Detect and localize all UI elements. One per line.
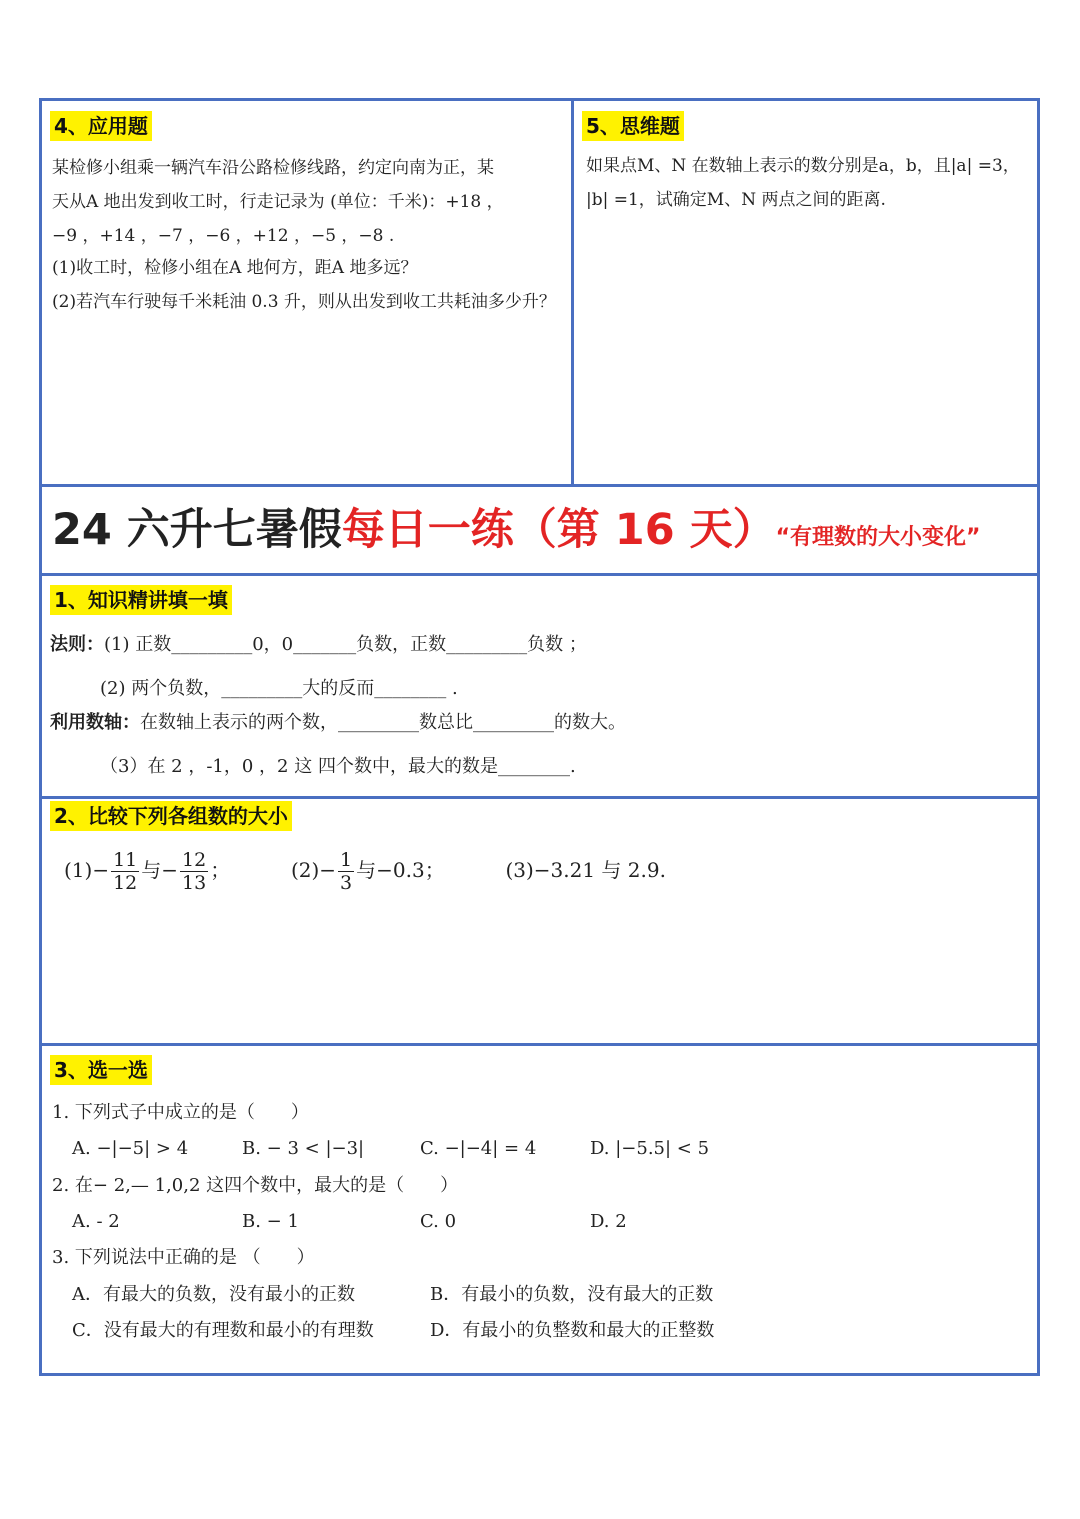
worksheet [39, 98, 1040, 1376]
s1-rule-3: （3）在 2 ，-1，0 ，2 这 四个数中，最大的数是________. [100, 756, 576, 777]
divider-vertical [571, 101, 574, 486]
s3-q1-opt-c: C. −|−4| = 4 [420, 1138, 537, 1159]
s1-axis [50, 705, 626, 741]
p1-prefix: (1)− [64, 858, 110, 882]
s3-q3: 3. 下列说法中正确的是 （ ） [52, 1247, 315, 1268]
q4-line-1: 某检修小组乘一辆汽车沿公路检修线路，约定向南为正，某 [52, 158, 494, 178]
p2-den: 3 [340, 872, 353, 894]
title-topic: “有理数的大小变化” [775, 525, 981, 550]
s1-rule-1 [50, 627, 587, 663]
s3-q2-opt-a: A. - 2 [72, 1211, 120, 1232]
axis-label: 利用数轴： [50, 712, 140, 733]
divider-4 [42, 1043, 1037, 1046]
s3-q3-opt-d: D．有最小的负整数和最大的正整数 [430, 1320, 715, 1341]
title-prefix: 24 六升七暑假 [52, 505, 342, 555]
axis-text: 在数轴上表示的两个数，_________数总比_________的数大。 [140, 712, 626, 733]
p1-den-2: 13 [182, 872, 207, 894]
s3-q1: 1. 下列式子中成立的是（ ） [52, 1102, 309, 1123]
divider-1 [42, 484, 1037, 487]
p1-num-1: 11 [113, 849, 138, 871]
p2-prefix: (2)− [290, 858, 337, 882]
divider-3 [42, 796, 1037, 799]
p2-frac [338, 849, 354, 894]
s3-q2-opt-d: D. 2 [590, 1211, 627, 1232]
s3-q2-opt-b: B. − 1 [242, 1211, 299, 1232]
s3-q1-opt-b: B. − 3 < |−3| [242, 1138, 365, 1159]
q4-tag: 4、应用题 [50, 111, 152, 141]
s3-q1-opt-a: A. −|−5| > 4 [72, 1138, 189, 1159]
divider-2 [42, 573, 1037, 576]
s3-q2-opt-c: C. 0 [420, 1211, 457, 1232]
s2-problems [64, 849, 666, 894]
p1-den-1: 12 [113, 872, 138, 894]
s2-tag: 2、比较下列各组数的大小 [50, 801, 292, 831]
s1-tag: 1、知识精讲填一填 [50, 585, 232, 615]
page-title [52, 496, 981, 557]
p3: (3)−3.21 与 2.9. [505, 858, 666, 882]
s1-rule-2: (2) 两个负数，_________大的反而________ . [100, 678, 458, 699]
s3-tag: 3、选一选 [50, 1055, 152, 1085]
p1-num-2: 12 [182, 849, 207, 871]
p2-end: 与−0.3； [356, 858, 445, 882]
q4-line-5: (2)若汽车行驶每千米耗油 0.3 升，则从出发到收工共耗油多少升？ [52, 292, 556, 312]
s3-q3-opt-c: C．没有最大的有理数和最小的有理数 [72, 1320, 374, 1341]
s3-q2: 2. 在− 2,— 1,0,2 这四个数中，最大的是（ ） [52, 1175, 459, 1196]
s3-q3-opt-b: B．有最小的负数，没有最大的正数 [430, 1284, 714, 1305]
q5-tag: 5、思维题 [582, 111, 684, 141]
s3-q3-opt-a: A．有最大的负数，没有最小的正数 [72, 1284, 355, 1305]
q5-line-1: 如果点M、N 在数轴上表示的数分别是a，b，且|a| =3， [586, 156, 1020, 176]
q4-line-3: −9 ，+14 ，−7 ，−6 ，+12 ，−5 ，−8 . [52, 226, 395, 246]
p1-mid: 与− [141, 858, 179, 882]
title-main: 每日一练（第 16 天） [341, 505, 776, 555]
s3-q1-opt-d: D. |−5.5| < 5 [590, 1138, 710, 1159]
rule-1-text: (1) 正数_________0，0_______负数，正数_________负数 ； [104, 634, 587, 655]
p1-frac-2 [180, 849, 208, 894]
p2-num: 1 [340, 849, 353, 871]
q4-line-4: (1)收工时，检修小组在A 地何方，距A 地多远？ [52, 258, 418, 278]
p1-frac-1 [111, 849, 139, 894]
q5-line-2: |b| =1，试确定M、N 两点之间的距离. [586, 190, 886, 210]
p1-end: ； [210, 858, 231, 882]
rule-label: 法则： [50, 634, 104, 655]
q4-line-2: 天从A 地出发到收工时，行走记录为 (单位：千米)：+18 ， [52, 192, 504, 212]
